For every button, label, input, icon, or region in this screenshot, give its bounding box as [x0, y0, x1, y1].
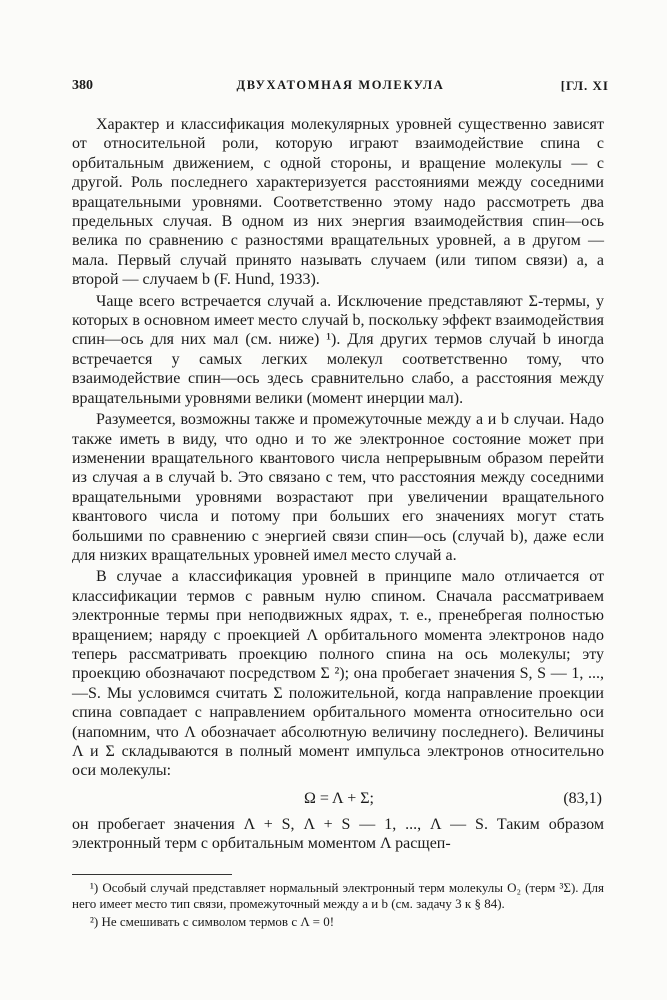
paragraph-2: Чаще всего встречается случай a. Исключение представляют Σ-термы, у которых в основном имеет место случай b, поскольку эффект взаимодействия спин—ось для них мал (см. ниже) ¹). Для других термов случай b иногда встречается у самых легких молекул соответственно тому, что взаимодействие спин—ось здесь сравнительно слабо, а расстояния между вращательными уровнями велики (момент инерции мал). — [72, 292, 604, 407]
paragraph-continuation: он пробегает значения Λ + S, Λ + S — 1, ..., Λ — S. Таким образом электронный терм с орбитальным моментом Λ расщеп- — [72, 815, 604, 853]
chapter-label: [ГЛ. XI — [560, 78, 609, 93]
running-title: ДВУХАТОМНАЯ МОЛЕКУЛА — [236, 78, 445, 92]
paragraph-3: Разумеется, возможны также и промежуточные между a и b случаи. Надо также иметь в виду, что одно и то же электронное состояние может при изменении вращательного квантового числа непрерывным образом перейти из случая a в случай b. Это связано с тем, что расстояния между соседними вращательными уровнями возрастают при увеличении вращательного квантового числа и потому при больших его значениях могут стать большими по сравнению с энергией связи спин—ось (случай b), даже если для низких вращательных уровней имел место случай a. — [72, 411, 604, 564]
page-number: 380 — [72, 78, 93, 93]
main-text — [72, 115, 604, 854]
equation-83-1 — [72, 785, 604, 813]
paragraph-4: В случае a классификация уровней в принципе мало отличается от классификации термов с равным нулю спином. Сначала рассматриваем электронные термы при неподвижных ядрах, т. е., пренебрегая полностью вращением; наряду с проекцией Λ орбитального момента электронов надо теперь рассматривать проекцию полного спина на ось молекулы; эту проекцию обозначают посредством Σ ²); она пробегает значения S, S — 1, ..., —S. Мы условимся считать Σ положительной, когда направление проекции спина совпадает с направлением орбитального момента относительно оси (напомним, что Λ обозначает абсолютную величину последнего). Величины Λ и Σ складываются в полный момент импульса электронов относительно оси молекулы: — [72, 568, 604, 780]
running-header — [72, 78, 609, 100]
footnote-1: ¹) Особый случай представляет нормальный электронный терм молекулы O₂ (терм ³Σ). Для него имеет место тип связи, промежуточный между a и b (см. задачу 3 к § 84). — [72, 880, 604, 911]
paragraph-1: Характер и классификация молекулярных уровней существенно зависят от относительной роли, которую играют взаимодействие спина с орбитальным движением, с одной стороны, и вращение молекулы — с другой. Роль последнего характеризуется расстояниями между соседними вращательными уровнями. Соответственно этому надо рассмотреть два предельных случая. В одном из них энергия взаимодействия спин—ось велика по сравнению с разностями вращательных уровней, а в другом — мала. Первый случай принято называть случаем (или типом связи) a, а второй — случаем b (F. Hund, 1933). — [72, 116, 604, 289]
footnotes — [72, 880, 604, 930]
equation-expression: Ω = Λ + Σ; — [304, 789, 374, 807]
equation-number: (83,1) — [563, 789, 602, 807]
footnote-2: ²) Не смешивать с символом термов с Λ = 0! — [90, 914, 335, 929]
footnote-divider — [72, 874, 232, 875]
